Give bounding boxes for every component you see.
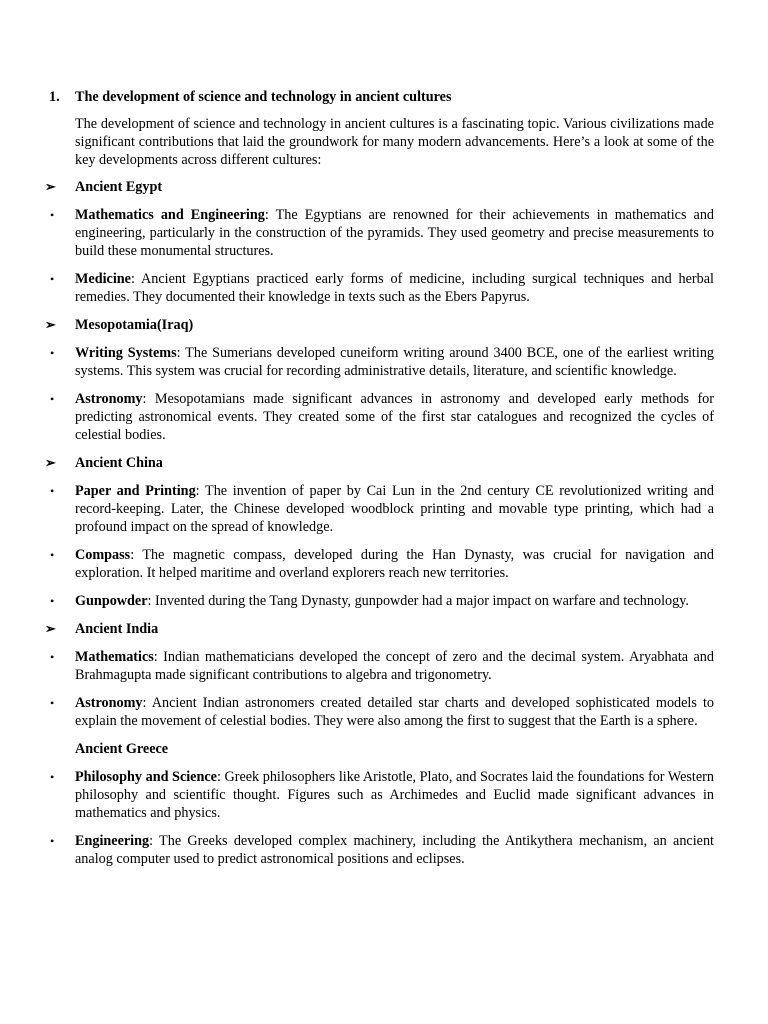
item-term: Philosophy and Science — [75, 769, 217, 785]
list-item — [50, 832, 714, 868]
arrow-bullet-icon: ➢ — [45, 179, 56, 194]
item-term: Astronomy — [75, 695, 143, 711]
culture-heading — [45, 178, 714, 196]
bullet-dot-icon: • — [50, 594, 55, 608]
culture-title: Mesopotamia(Iraq) — [75, 317, 194, 333]
item-text: : Greek philosophers like Aristotle, Plato, and Socrates laid the foundations for Western philosophy and scientific thought. Figures such as Archimedes and Euclid made significant advances in mathematics and physics. — [75, 769, 714, 821]
item-term: Compass — [75, 547, 131, 563]
list-item — [50, 694, 714, 730]
list-item — [50, 768, 714, 822]
item-text: : The Sumerians developed cuneiform writing around 3400 BCE, one of the earliest writing systems. This system was crucial for recording administrative details, literature, and scientific knowledge. — [75, 345, 715, 379]
bullet-dot-icon: • — [50, 392, 55, 406]
item-term: Mathematics — [75, 649, 154, 665]
bullet-dot-icon: • — [50, 208, 55, 222]
section-heading — [49, 88, 714, 106]
culture-heading — [45, 620, 714, 638]
item-term: Paper and Printing — [75, 483, 196, 499]
arrow-bullet-icon: ➢ — [45, 317, 56, 332]
item-text: : The invention of paper by Cai Lun in the 2nd century CE revolutionized writing and record-keeping. Later, the Chinese developed woodblock printing and movable type printing, which had a profound impact on the spread of knowledge. — [75, 483, 714, 535]
bullet-dot-icon: • — [50, 650, 55, 664]
item-text: : Indian mathematicians developed the concept of zero and the decimal system. Aryabhata and Brahmagupta made significant contributions to algebra and trigonometry. — [75, 649, 714, 683]
list-item — [50, 546, 714, 582]
item-term: Mathematics and Engineering — [75, 207, 265, 223]
culture-title: Ancient Greece — [75, 741, 169, 757]
list-item — [50, 482, 714, 536]
list-item — [50, 206, 715, 260]
list-item — [50, 648, 714, 684]
bullet-dot-icon: • — [50, 834, 55, 848]
heading-number: 1. — [49, 89, 60, 105]
list-item — [50, 270, 714, 306]
item-text: : Mesopotamians made significant advances in astronomy and developed early methods for predicting astronomical events. They created some of the first star catalogues and recognized the cycles of celestial bodies. — [75, 391, 714, 443]
list-item — [50, 390, 714, 444]
bullet-dot-icon: • — [50, 272, 55, 286]
arrow-bullet-icon: ➢ — [45, 621, 56, 636]
bullet-dot-icon: • — [50, 484, 55, 498]
culture-title: Ancient India — [75, 621, 159, 637]
heading-title: The development of science and technology in ancient cultures — [75, 89, 452, 105]
item-text: : Invented during the Tang Dynasty, gunpowder had a major impact on warfare and technology. — [147, 593, 689, 609]
bullet-dot-icon: • — [50, 548, 55, 562]
item-term: Gunpowder — [75, 593, 148, 609]
item-term: Medicine — [75, 271, 131, 287]
culture-heading — [45, 454, 714, 472]
item-term: Astronomy — [75, 391, 143, 407]
arrow-bullet-icon: ➢ — [45, 455, 56, 470]
item-text: : Ancient Indian astronomers created detailed star charts and developed sophisticated models to explain the movement of celestial bodies. They were also among the first to suggest that the Earth is a sphere. — [75, 695, 714, 729]
culture-title: Ancient China — [75, 455, 163, 471]
document-body — [45, 88, 715, 878]
bullet-dot-icon: • — [50, 346, 55, 360]
item-text: : The magnetic compass, developed during the Han Dynasty, was crucial for navigation and exploration. It helped maritime and overland explorers reach new territories. — [75, 547, 714, 581]
intro-paragraph: The development of science and technology in ancient cultures is a fascinating topic. Various civilizations made significant contributions that laid the groundwork for many modern advancements. Here’s a look at some of the key developments across different cultures: — [75, 116, 714, 168]
sections-container — [45, 178, 715, 868]
culture-title: Ancient Egypt — [75, 179, 163, 195]
list-item — [50, 344, 715, 380]
list-item — [50, 592, 714, 610]
item-text: : Ancient Egyptians practiced early forms of medicine, including surgical techniques and herbal remedies. They documented their knowledge in texts such as the Ebers Papyrus. — [75, 271, 714, 305]
bullet-dot-icon: • — [50, 770, 55, 784]
bullet-dot-icon: • — [50, 696, 55, 710]
item-term: Engineering — [75, 833, 150, 849]
culture-heading — [45, 316, 714, 334]
item-term: Writing Systems — [75, 345, 177, 361]
culture-heading — [75, 740, 714, 758]
item-text: : The Greeks developed complex machinery, including the Antikythera mechanism, an ancient analog computer used to predict astronomical positions and eclipses. — [75, 833, 714, 867]
item-text: : The Egyptians are renowned for their achievements in mathematics and engineering, particularly in the construction of the pyramids. They used geometry and precise measurements to build these monumental structures. — [75, 207, 715, 259]
